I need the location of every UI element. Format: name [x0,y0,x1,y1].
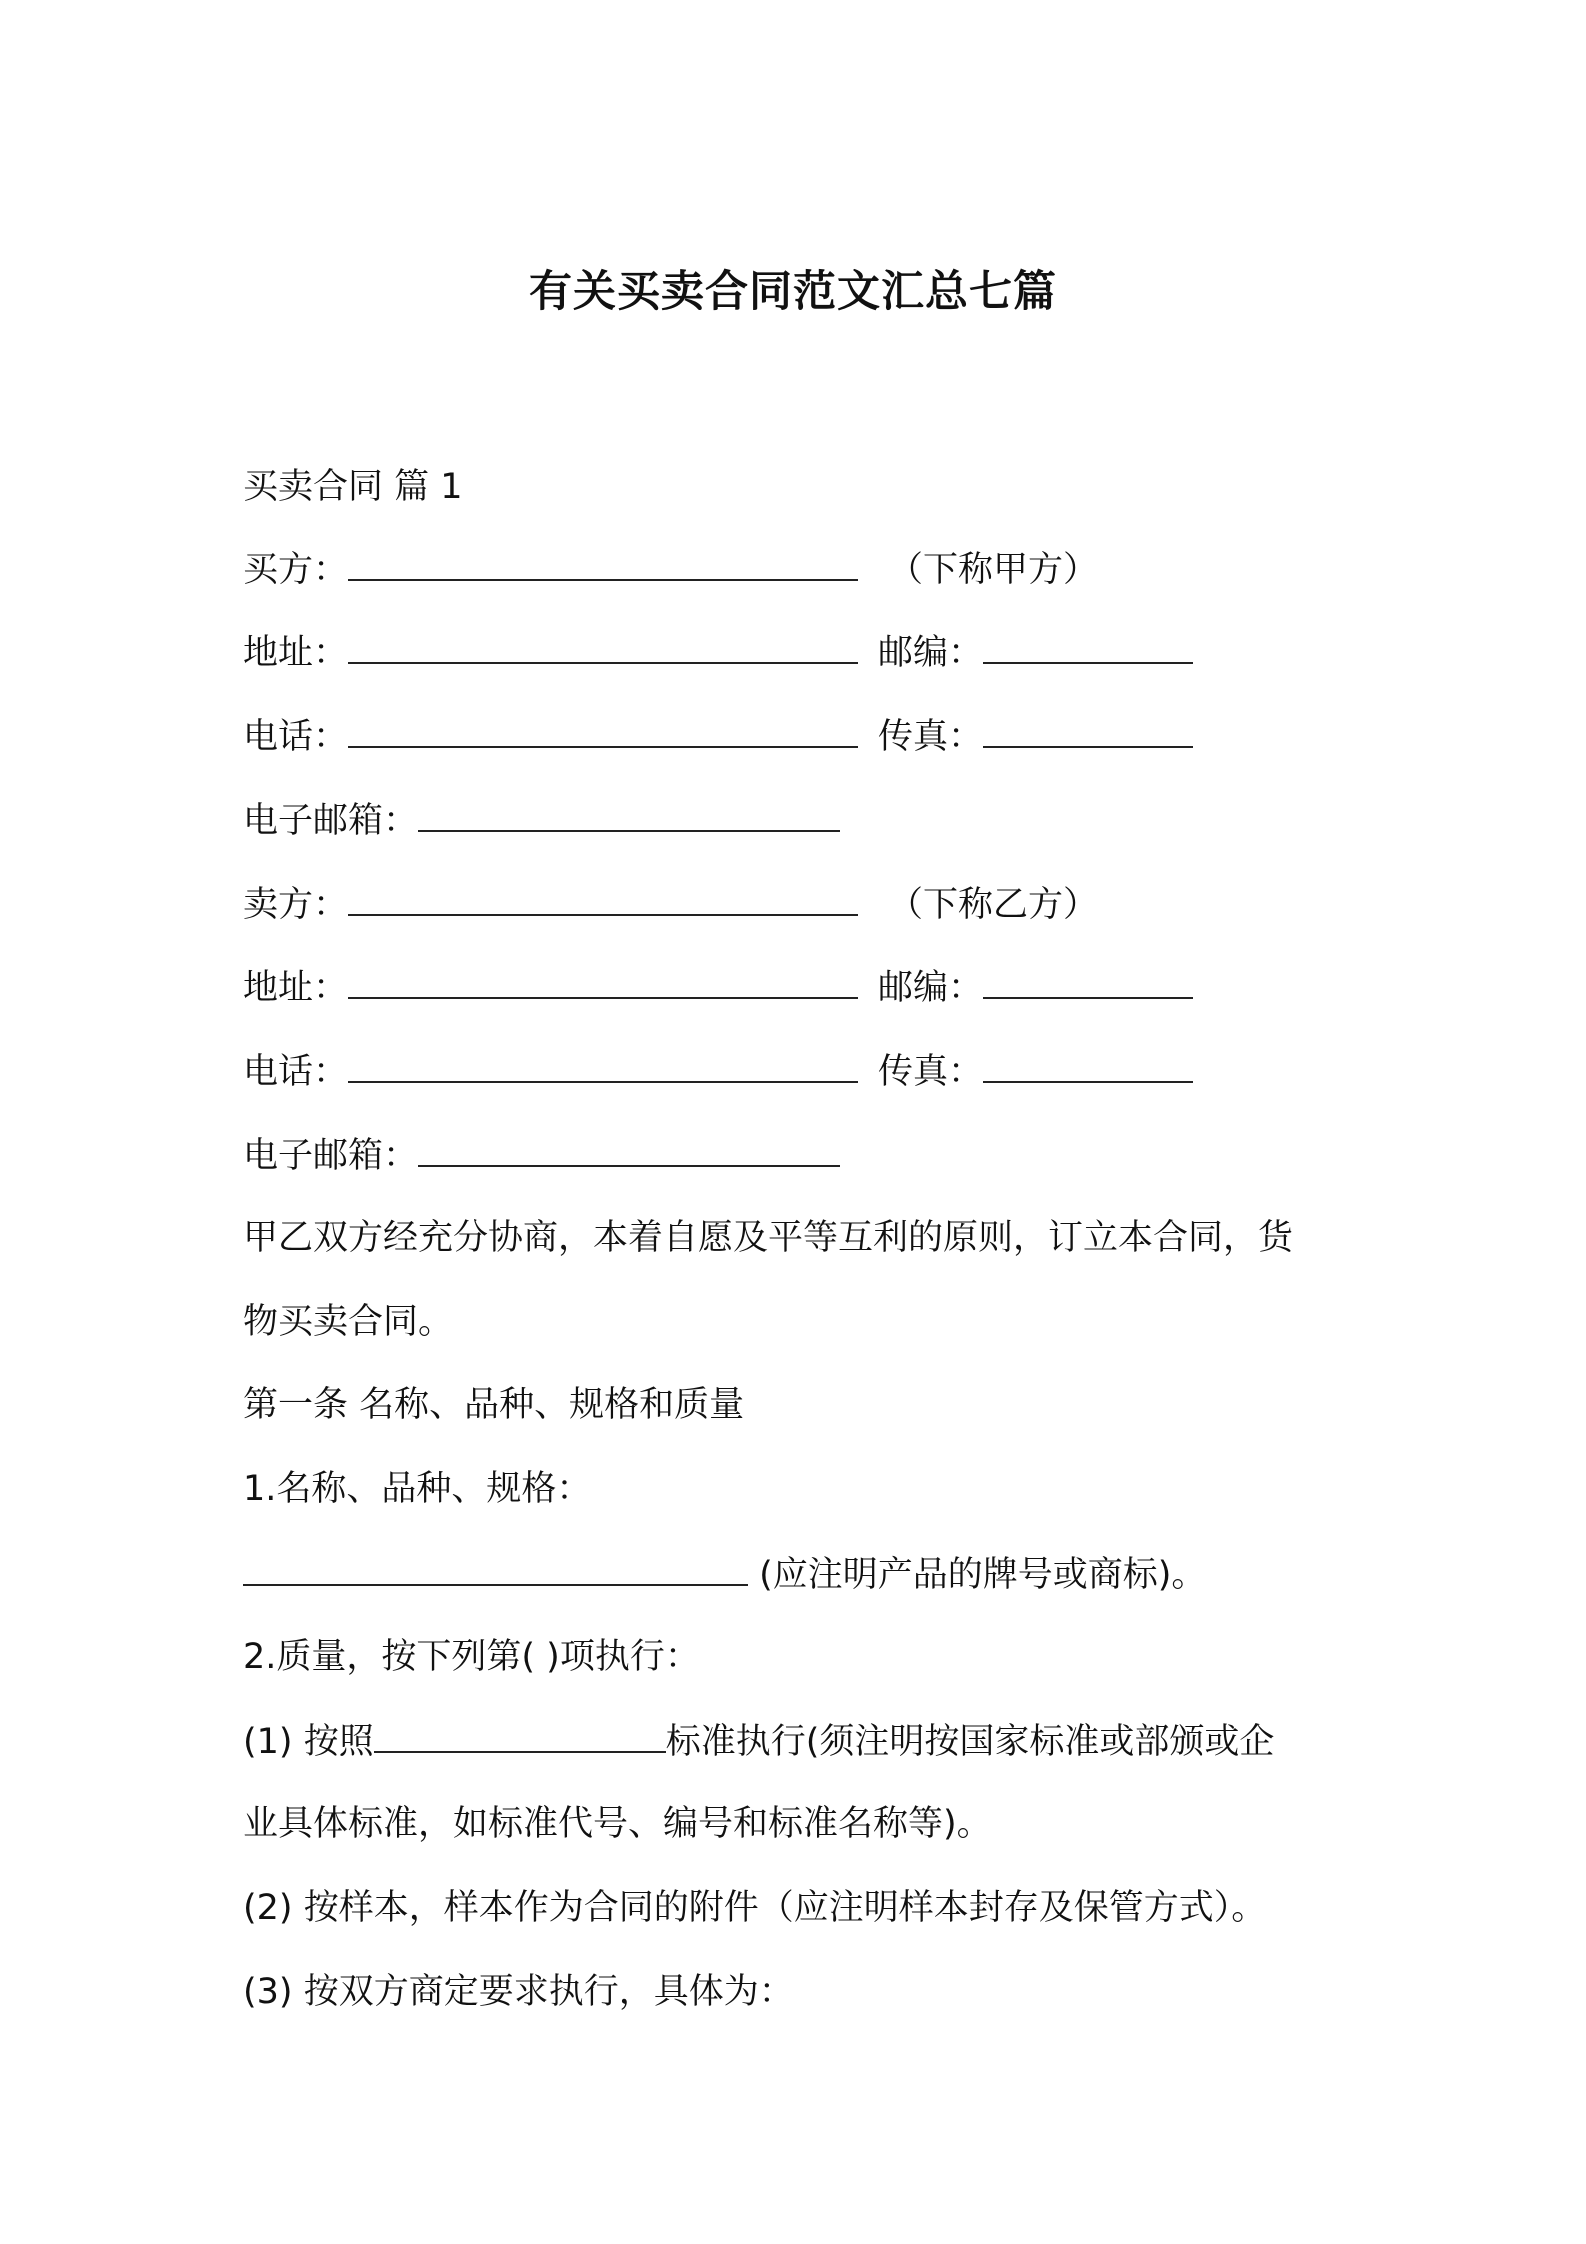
seller-postcode-label: 邮编： [878,968,984,1008]
buyer-name-label: 买方： [243,550,349,590]
buyer-postcode-label: 邮编： [878,633,984,673]
option-1-row [243,1715,1274,1765]
seller-email-row [243,1129,840,1179]
buyer-email-blank[interactable] [418,794,840,832]
document-title: 有关买卖合同范文汇总七篇 [529,267,1057,317]
section-heading: 买卖合同 篇 1 [243,467,463,507]
option-1-prefix: (1) 按照 [243,1722,374,1762]
buyer-fax-blank[interactable] [983,710,1193,748]
seller-phone-row [243,1045,1193,1095]
buyer-name-blank[interactable] [348,543,858,581]
seller-address-label: 地址： [243,968,349,1008]
seller-email-label: 电子邮箱： [243,1136,419,1176]
seller-email-blank[interactable] [418,1129,840,1167]
buyer-phone-blank[interactable] [348,710,858,748]
buyer-address-row [243,626,1193,676]
seller-fax-blank[interactable] [983,1045,1193,1083]
seller-name-note: （下称乙方） [888,885,1099,925]
seller-address-row [243,961,1193,1011]
seller-name-row [243,878,1098,928]
buyer-email-row [243,794,840,844]
buyer-fax-label: 传真： [878,717,984,757]
buyer-name-note: （下称甲方） [888,550,1099,590]
buyer-phone-label: 电话： [243,717,349,757]
seller-address-blank[interactable] [348,961,858,999]
item-1-note: (应注明产品的牌号或商标)。 [748,1555,1207,1595]
buyer-address-blank[interactable] [348,626,858,664]
seller-fax-label: 传真： [878,1052,984,1092]
buyer-address-label: 地址： [243,633,349,673]
intro-paragraph-line-2: 物买卖合同。 [243,1302,454,1342]
seller-phone-blank[interactable] [348,1045,858,1083]
seller-postcode-blank[interactable] [983,961,1193,999]
seller-name-blank[interactable] [348,878,858,916]
buyer-name-row [243,543,1098,593]
buyer-postcode-blank[interactable] [983,626,1193,664]
option-1-standard-blank[interactable] [374,1715,666,1753]
intro-paragraph-line-1: 甲乙双方经充分协商，本着自愿及平等互利的原则，订立本合同，货 [243,1218,1294,1258]
article-1-heading: 第一条 名称、品种、规格和质量 [243,1385,745,1425]
item-1-blank-row [243,1548,1206,1598]
buyer-phone-row [243,710,1193,760]
item-2-label: 2.质量，按下列第( )项执行： [243,1637,700,1677]
option-2: (2) 按样本，样本作为合同的附件（应注明样本封存及保管方式）。 [243,1888,1267,1928]
item-1-blank[interactable] [243,1548,748,1586]
option-3: (3) 按双方商定要求执行，具体为： [243,1972,794,2012]
buyer-email-label: 电子邮箱： [243,801,419,841]
option-1-line-2: 业具体标准，如标准代号、编号和标准名称等)。 [243,1804,992,1844]
seller-phone-label: 电话： [243,1052,349,1092]
option-1-suffix: 标准执行(须注明按国家标准或部颁或企 [665,1722,1275,1762]
item-1-label: 1.名称、品种、规格： [243,1469,592,1509]
seller-name-label: 卖方： [243,885,349,925]
